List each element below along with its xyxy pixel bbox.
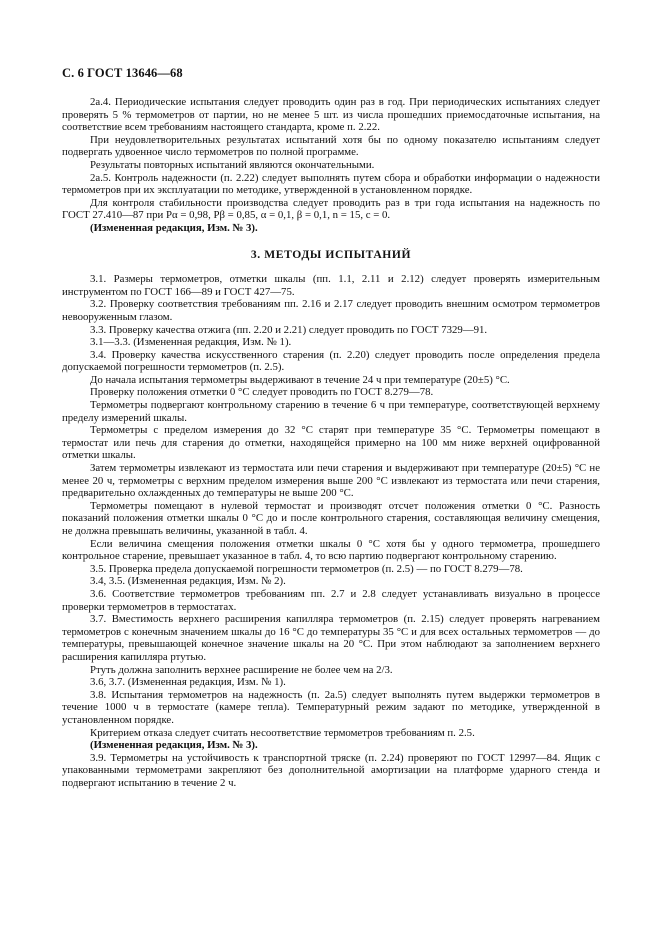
paragraph: Ртуть должна заполнить верхнее расширение не более чем на 2/3. [90,663,393,676]
paragraph: 3.5. Проверка предела допускаемой погрешности термометров (п. 2.5) — по ГОСТ 8.279—78. [90,562,523,575]
paragraph: 3.9. Термометры на устойчивость к транспортной тряске (п. 2.24) проверяют по ГОСТ 12997—84. Ящик с упакованными термометрами закрепляют без дополнительной амортизации на платформе ударного стенда и подвергают испытанию в течение 2 ч. [62,751,600,789]
paragraph: Термометры с пределом измерения до 32 °С старят при температуре 35 °С. Термометры помещают в термостат или печь для старения до отметки, находящейся примерно на 100 мм ниже верхней оцифрованной отметки шкалы. [62,424,600,462]
paragraph: 3.6, 3.7. (Измененная редакция, Изм. № 1). [90,676,286,689]
paragraph: 3.1. Размеры термометров, отметки шкалы (пп. 1.1, 2.11 и 2.12) следует проверять измерительным инструментом по ГОСТ 166—89 и ГОСТ 427—75. [62,273,600,298]
paragraph: Термометры помещают в нулевой термостат и производят отсчет положения отметки 0 °С. Разность показаний положения отметки шкалы 0 °С до и после контрольного старения, составляющая величину смещения, не должна превышать величины, указанной в табл. 4. [62,499,600,537]
top-paragraphs [62,96,600,235]
paragraph: 3.4, 3.5. (Измененная редакция, Изм. № 2). [90,575,286,588]
paragraph: Проверку положения отметки 0 °С следует проводить по ГОСТ 8.279—78. [90,386,434,399]
paragraph: Затем термометры извлекают из термостата или печи старения и выдерживают при температуре (20±5) °С не менее 20 ч, термометры с верхним пределом измерения выше 200 °С извлекают из термостата или печи старения, предварительно охлажденных до температуры не выше 200 °С. [62,462,600,500]
document-body [62,96,600,789]
paragraph: При неудовлетворительных результатах испытаний хотя бы по одному показателю испытаниям следует подвергать удвоенное число термометров по полной программе. [62,133,600,159]
paragraph: До начала испытания термометры выдерживают в течение 24 ч при температуре (20±5) °С. [90,373,510,386]
page-header: С. 6 ГОСТ 13646—68 [62,66,183,80]
paragraph: 3.8. Испытания термометров на надежность (п. 2а.5) следует выполнять путем выдержки термометров в течение 1000 ч в термостате (камере тепла). Температурный режим задают по методике, утвержденной в установленном порядке. [62,688,600,726]
paragraph: 3.2. Проверку соответствия требованиям пп. 2.16 и 2.17 следует проводить внешним осмотром термометров невооруженным глазом. [62,298,600,323]
paragraph: Для контроля стабильности производства следует проводить раз в три года испытания на надежность по ГОСТ 27.410—87 при Pα = 0,98, Pβ = 0,85, α = 0,1, β = 0,1, n = 15, c = 0. [62,196,600,222]
paragraph: Если величина смещения положения отметки шкалы 0 °С хотя бы у одного термометра, прошедшего контрольное старение, превышает указанное в табл. 4, то всю партию подвергают контрольному старению. [62,537,600,563]
paragraph: 2а.5. Контроль надежности (п. 2.22) следует выполнять путем сбора и обработки информации о надежности термометров при их эксплуатации по методике, утвержденной в установленном порядке. [62,171,600,197]
paragraph: (Измененная редакция, Изм. № 3). [90,739,258,752]
paragraph: (Измененная редакция, Изм. № 3). [90,221,258,234]
paragraph: 3.3. Проверку качества отжига (пп. 2.20 и 2.21) следует проводить по ГОСТ 7329—91. [90,323,488,336]
paragraph: 3.1—3.3. (Измененная редакция, Изм. № 1). [90,336,292,349]
section-paragraphs [62,273,600,789]
paragraph: 2а.4. Периодические испытания следует проводить один раз в год. При периодических испытаниях следует проверять 5 % термометров от партии, но не менее 5 шт. из числа прошедших приемосдаточные испытания, на соответствие всем требованиям настоящего стандарта, кроме п. 2.22. [62,96,600,134]
paragraph: Критерием отказа следует считать несоответствие термометров требованиям п. 2.5. [90,726,475,739]
paragraph: 3.6. Соответствие термометров требованиям пп. 2.7 и 2.8 следует устанавливать визуально в процессе проверки термометров в термостатах. [62,587,600,613]
section-title: 3. МЕТОДЫ ИСПЫТАНИЙ [250,247,412,261]
paragraph: 3.7. Вместимость верхнего расширения капилляра термометров (п. 2.15) следует проверять нагреванием термометров с конечным значением шкалы до 16 °С до температуры 35 °С и для всех остальных термометров — до температуры, превышающей конечное значение шкалы на 20 °С. При этом наблюдают за заполнением верхнего расширения капилляра ртутью. [62,613,600,663]
paragraph: Результаты повторных испытаний являются окончательными. [90,158,375,171]
paragraph: 3.4. Проверку качества искусственного старения (п. 2.20) следует проводить после определения предела допускаемой погрешности термометров (п. 2.5). [62,348,600,374]
paragraph: Термометры подвергают контрольному старению в течение 6 ч при температуре, соответствующей верхнему пределу измерений шкалы. [62,399,600,424]
